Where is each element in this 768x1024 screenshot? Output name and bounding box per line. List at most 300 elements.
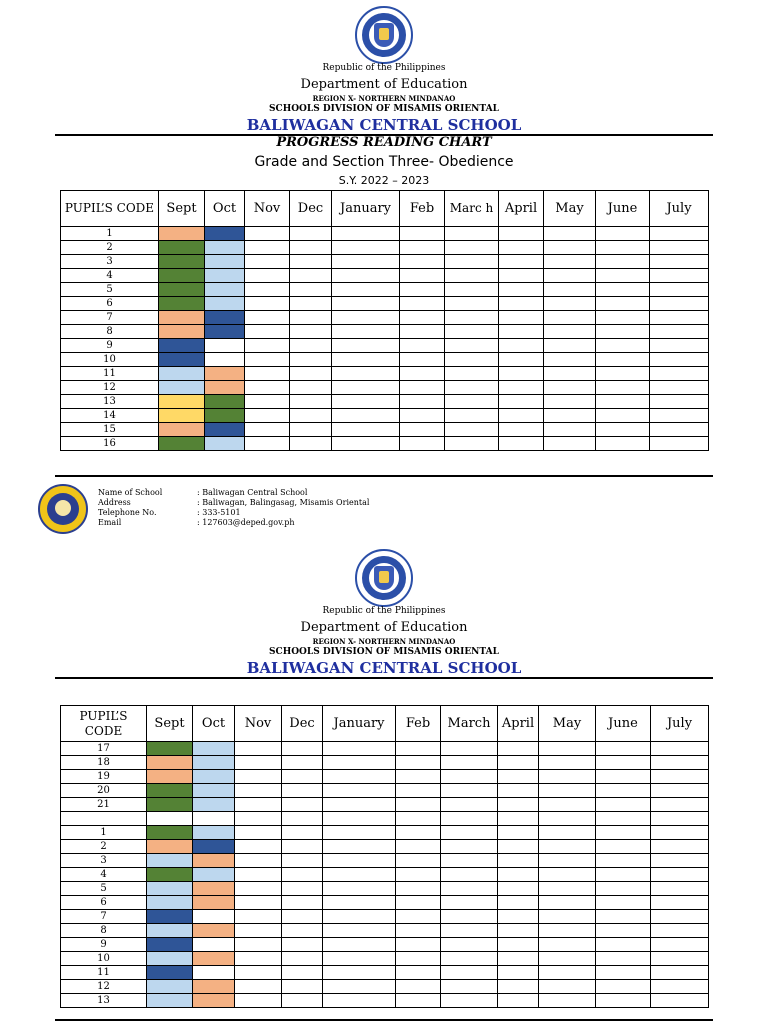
- empty-cell: [445, 297, 499, 311]
- table-row: [61, 980, 709, 994]
- empty-cell: [282, 742, 323, 756]
- empty-cell: [323, 826, 396, 840]
- pupil-code-cell: 21: [61, 798, 147, 812]
- empty-cell: [539, 798, 596, 812]
- empty-cell: [596, 798, 651, 812]
- empty-cell: [445, 227, 499, 241]
- empty-cell: [499, 353, 544, 367]
- pupil-code-cell: 10: [61, 952, 147, 966]
- pupil-code-cell: [61, 812, 147, 826]
- empty-cell: [235, 742, 282, 756]
- empty-cell: [596, 395, 650, 409]
- empty-cell: [282, 938, 323, 952]
- pupil-code-cell: 8: [61, 924, 147, 938]
- empty-cell: [282, 798, 323, 812]
- empty-cell: [396, 938, 441, 952]
- empty-cell: [441, 952, 498, 966]
- empty-cell: [245, 381, 290, 395]
- sept-level-cell: [147, 784, 193, 798]
- pupil-code-cell: 14: [61, 409, 159, 423]
- empty-cell: [445, 325, 499, 339]
- empty-cell: [396, 812, 441, 826]
- empty-cell: [498, 770, 539, 784]
- empty-cell: [650, 283, 709, 297]
- empty-cell: [499, 395, 544, 409]
- oct-level-cell: [193, 756, 235, 770]
- empty-cell: [290, 311, 332, 325]
- empty-cell: [596, 882, 651, 896]
- empty-cell: [596, 367, 650, 381]
- empty-cell: [650, 269, 709, 283]
- pupil-code-cell: 11: [61, 966, 147, 980]
- empty-cell: [235, 826, 282, 840]
- empty-cell: [596, 784, 651, 798]
- empty-cell: [651, 938, 709, 952]
- empty-cell: [441, 756, 498, 770]
- oct-level-cell: [205, 297, 245, 311]
- table-row: [61, 423, 709, 437]
- oct-level-cell: [193, 938, 235, 952]
- footer-divider: [55, 475, 713, 477]
- empty-cell: [400, 409, 445, 423]
- empty-cell: [596, 812, 651, 826]
- empty-cell: [323, 756, 396, 770]
- oct-level-cell: [193, 770, 235, 784]
- sept-level-cell: [159, 437, 205, 451]
- footer-labels: [98, 488, 162, 528]
- empty-cell: [596, 910, 651, 924]
- footer-label-email: Email: [98, 518, 122, 527]
- empty-cell: [441, 896, 498, 910]
- oct-level-cell: [193, 896, 235, 910]
- empty-cell: [332, 297, 400, 311]
- column-header: April: [498, 706, 539, 742]
- pupil-code-cell: 2: [61, 840, 147, 854]
- oct-level-cell: [205, 311, 245, 325]
- column-header: PUPIL’S CODE: [61, 706, 147, 742]
- empty-cell: [499, 437, 544, 451]
- oct-level-cell: [205, 339, 245, 353]
- empty-cell: [400, 241, 445, 255]
- column-header: Nov: [245, 191, 290, 227]
- empty-cell: [400, 311, 445, 325]
- empty-cell: [282, 826, 323, 840]
- empty-cell: [651, 994, 709, 1008]
- pupil-code-cell: 1: [61, 826, 147, 840]
- empty-cell: [332, 269, 400, 283]
- empty-cell: [544, 437, 596, 451]
- sept-level-cell: [159, 423, 205, 437]
- column-header: June: [596, 706, 651, 742]
- sept-level-cell: [147, 896, 193, 910]
- column-header: May: [539, 706, 596, 742]
- footer-value-telephone: : 333-5101: [197, 508, 241, 517]
- empty-cell: [323, 784, 396, 798]
- oct-level-cell: [205, 227, 245, 241]
- empty-cell: [332, 437, 400, 451]
- empty-cell: [400, 339, 445, 353]
- empty-cell: [323, 854, 396, 868]
- school-name: BALIWAGAN CENTRAL SCHOOL: [246, 116, 522, 134]
- pupil-code-cell: 10: [61, 353, 159, 367]
- empty-cell: [323, 952, 396, 966]
- progress-table-2: [60, 705, 709, 1008]
- empty-cell: [323, 742, 396, 756]
- empty-cell: [332, 367, 400, 381]
- empty-cell: [651, 826, 709, 840]
- empty-cell: [441, 994, 498, 1008]
- pupil-code-cell: 8: [61, 325, 159, 339]
- empty-cell: [544, 255, 596, 269]
- empty-cell: [596, 966, 651, 980]
- republic-text: Republic of the Philippines: [322, 63, 446, 73]
- pupil-code-cell: 15: [61, 423, 159, 437]
- empty-cell: [650, 339, 709, 353]
- sept-level-cell: [147, 826, 193, 840]
- empty-cell: [499, 423, 544, 437]
- pupil-code-cell: 12: [61, 381, 159, 395]
- division-text-2: SCHOOLS DIVISION OF MISAMIS ORIENTAL: [269, 647, 499, 657]
- empty-cell: [651, 840, 709, 854]
- table-row: [61, 227, 709, 241]
- empty-cell: [499, 367, 544, 381]
- empty-cell: [544, 325, 596, 339]
- empty-cell: [323, 896, 396, 910]
- empty-cell: [499, 269, 544, 283]
- pupil-code-cell: 20: [61, 784, 147, 798]
- oct-level-cell: [193, 966, 235, 980]
- empty-cell: [282, 854, 323, 868]
- empty-cell: [441, 938, 498, 952]
- empty-cell: [290, 325, 332, 339]
- empty-cell: [498, 784, 539, 798]
- empty-cell: [323, 994, 396, 1008]
- table-row: [61, 297, 709, 311]
- empty-cell: [596, 339, 650, 353]
- empty-cell: [539, 826, 596, 840]
- empty-cell: [400, 395, 445, 409]
- table-row: [61, 952, 709, 966]
- empty-cell: [544, 269, 596, 283]
- empty-cell: [539, 812, 596, 826]
- empty-cell: [245, 423, 290, 437]
- empty-cell: [290, 395, 332, 409]
- empty-cell: [290, 227, 332, 241]
- empty-cell: [651, 952, 709, 966]
- sept-level-cell: [147, 770, 193, 784]
- empty-cell: [539, 924, 596, 938]
- sept-level-cell: [147, 966, 193, 980]
- empty-cell: [596, 325, 650, 339]
- empty-cell: [290, 437, 332, 451]
- empty-cell: [400, 283, 445, 297]
- empty-cell: [400, 437, 445, 451]
- empty-cell: [651, 896, 709, 910]
- empty-cell: [498, 896, 539, 910]
- empty-cell: [332, 409, 400, 423]
- empty-cell: [596, 297, 650, 311]
- sept-level-cell: [147, 924, 193, 938]
- footer-value-email: : 127603@deped.gov.ph: [197, 518, 295, 527]
- empty-cell: [498, 826, 539, 840]
- empty-cell: [441, 798, 498, 812]
- empty-cell: [282, 980, 323, 994]
- column-header: Oct: [193, 706, 235, 742]
- empty-cell: [245, 241, 290, 255]
- empty-cell: [499, 381, 544, 395]
- empty-cell: [539, 994, 596, 1008]
- empty-cell: [282, 812, 323, 826]
- sept-level-cell: [147, 812, 193, 826]
- empty-cell: [396, 798, 441, 812]
- empty-cell: [282, 952, 323, 966]
- sept-level-cell: [147, 994, 193, 1008]
- oct-level-cell: [205, 367, 245, 381]
- table-row: [61, 840, 709, 854]
- table-row: [61, 854, 709, 868]
- empty-cell: [544, 339, 596, 353]
- school-name-2: BALIWAGAN CENTRAL SCHOOL: [246, 659, 522, 677]
- empty-cell: [651, 924, 709, 938]
- empty-cell: [245, 283, 290, 297]
- empty-cell: [245, 395, 290, 409]
- empty-cell: [282, 910, 323, 924]
- oct-level-cell: [193, 742, 235, 756]
- empty-cell: [498, 868, 539, 882]
- pupil-code-cell: 18: [61, 756, 147, 770]
- empty-cell: [396, 770, 441, 784]
- table-row: [61, 311, 709, 325]
- pupil-code-cell: 5: [61, 882, 147, 896]
- header-divider-2: [55, 677, 713, 679]
- empty-cell: [651, 798, 709, 812]
- empty-cell: [596, 980, 651, 994]
- empty-cell: [282, 966, 323, 980]
- empty-cell: [539, 980, 596, 994]
- sept-level-cell: [147, 980, 193, 994]
- empty-cell: [441, 882, 498, 896]
- empty-cell: [323, 980, 396, 994]
- empty-cell: [498, 798, 539, 812]
- empty-cell: [445, 437, 499, 451]
- sept-level-cell: [159, 339, 205, 353]
- empty-cell: [400, 269, 445, 283]
- empty-cell: [396, 980, 441, 994]
- empty-cell: [332, 241, 400, 255]
- empty-cell: [596, 952, 651, 966]
- footer-value-address: : Baliwagan, Balingasag, Misamis Oriental: [197, 498, 370, 507]
- oct-level-cell: [205, 381, 245, 395]
- footer-values: [197, 488, 369, 528]
- column-header: PUPIL’S CODE: [61, 191, 159, 227]
- table-row: [61, 868, 709, 882]
- sept-level-cell: [147, 756, 193, 770]
- oct-level-cell: [205, 353, 245, 367]
- empty-cell: [332, 339, 400, 353]
- empty-cell: [400, 325, 445, 339]
- oct-level-cell: [193, 784, 235, 798]
- empty-cell: [596, 283, 650, 297]
- empty-cell: [445, 241, 499, 255]
- empty-cell: [332, 381, 400, 395]
- empty-cell: [596, 868, 651, 882]
- pupil-code-cell: 7: [61, 910, 147, 924]
- deped-seal-logo: [355, 6, 413, 64]
- empty-cell: [445, 423, 499, 437]
- empty-cell: [323, 882, 396, 896]
- empty-cell: [235, 882, 282, 896]
- empty-cell: [290, 241, 332, 255]
- empty-cell: [323, 868, 396, 882]
- empty-cell: [445, 283, 499, 297]
- empty-cell: [544, 241, 596, 255]
- column-header: Dec: [282, 706, 323, 742]
- pupil-code-cell: 4: [61, 269, 159, 283]
- empty-cell: [245, 297, 290, 311]
- empty-cell: [282, 840, 323, 854]
- table-row: [61, 283, 709, 297]
- empty-cell: [596, 381, 650, 395]
- empty-cell: [499, 227, 544, 241]
- empty-cell: [650, 227, 709, 241]
- empty-cell: [396, 882, 441, 896]
- oct-level-cell: [205, 395, 245, 409]
- empty-cell: [650, 325, 709, 339]
- oct-level-cell: [193, 980, 235, 994]
- table-row: [61, 798, 709, 812]
- empty-cell: [396, 742, 441, 756]
- empty-cell: [290, 255, 332, 269]
- empty-cell: [544, 227, 596, 241]
- column-header: Sept: [147, 706, 193, 742]
- sept-level-cell: [159, 311, 205, 325]
- empty-cell: [235, 896, 282, 910]
- column-header: January: [332, 191, 400, 227]
- column-header: July: [651, 706, 709, 742]
- empty-cell: [290, 269, 332, 283]
- empty-cell: [396, 826, 441, 840]
- empty-cell: [596, 311, 650, 325]
- empty-cell: [596, 227, 650, 241]
- empty-cell: [441, 812, 498, 826]
- empty-cell: [282, 882, 323, 896]
- empty-cell: [651, 770, 709, 784]
- empty-cell: [235, 756, 282, 770]
- sept-level-cell: [159, 409, 205, 423]
- empty-cell: [651, 756, 709, 770]
- empty-cell: [596, 255, 650, 269]
- empty-cell: [539, 952, 596, 966]
- empty-cell: [290, 297, 332, 311]
- pupil-code-cell: 11: [61, 367, 159, 381]
- column-header: March: [441, 706, 498, 742]
- empty-cell: [596, 826, 651, 840]
- oct-level-cell: [205, 255, 245, 269]
- empty-cell: [445, 409, 499, 423]
- table-row: [61, 896, 709, 910]
- empty-cell: [544, 353, 596, 367]
- chart-title: PROGRESS READING CHART: [276, 135, 492, 150]
- empty-cell: [499, 409, 544, 423]
- empty-cell: [539, 868, 596, 882]
- empty-cell: [651, 882, 709, 896]
- empty-cell: [596, 437, 650, 451]
- table-row: [61, 395, 709, 409]
- empty-cell: [650, 437, 709, 451]
- school-logo: [38, 484, 88, 534]
- sept-level-cell: [159, 353, 205, 367]
- empty-cell: [323, 770, 396, 784]
- empty-cell: [235, 812, 282, 826]
- empty-cell: [539, 966, 596, 980]
- sept-level-cell: [159, 367, 205, 381]
- sept-level-cell: [147, 868, 193, 882]
- empty-cell: [499, 311, 544, 325]
- empty-cell: [544, 381, 596, 395]
- empty-cell: [235, 910, 282, 924]
- deped-seal-logo-2: [355, 549, 413, 607]
- empty-cell: [323, 798, 396, 812]
- region-text: REGION X- NORTHERN MINDANAO: [312, 94, 456, 103]
- empty-cell: [282, 784, 323, 798]
- empty-cell: [323, 840, 396, 854]
- empty-cell: [282, 770, 323, 784]
- empty-cell: [282, 896, 323, 910]
- empty-cell: [596, 269, 650, 283]
- empty-cell: [290, 409, 332, 423]
- empty-cell: [544, 423, 596, 437]
- column-header: Dec: [290, 191, 332, 227]
- empty-cell: [445, 395, 499, 409]
- empty-cell: [651, 784, 709, 798]
- empty-cell: [596, 854, 651, 868]
- table-row: [61, 437, 709, 451]
- empty-cell: [441, 910, 498, 924]
- empty-cell: [245, 339, 290, 353]
- empty-cell: [596, 924, 651, 938]
- empty-cell: [323, 812, 396, 826]
- sept-level-cell: [147, 882, 193, 896]
- empty-cell: [396, 784, 441, 798]
- empty-cell: [445, 311, 499, 325]
- sept-level-cell: [147, 952, 193, 966]
- empty-cell: [400, 297, 445, 311]
- empty-cell: [396, 952, 441, 966]
- empty-cell: [651, 742, 709, 756]
- oct-level-cell: [205, 283, 245, 297]
- table-row: [61, 241, 709, 255]
- empty-cell: [235, 938, 282, 952]
- empty-cell: [445, 367, 499, 381]
- pupil-code-cell: 5: [61, 283, 159, 297]
- empty-cell: [445, 339, 499, 353]
- table-row: [61, 882, 709, 896]
- empty-cell: [245, 311, 290, 325]
- empty-cell: [245, 367, 290, 381]
- empty-cell: [332, 325, 400, 339]
- sept-level-cell: [159, 297, 205, 311]
- sept-level-cell: [159, 283, 205, 297]
- column-header: June: [596, 191, 650, 227]
- empty-cell: [650, 297, 709, 311]
- empty-cell: [445, 381, 499, 395]
- empty-cell: [498, 742, 539, 756]
- oct-level-cell: [205, 269, 245, 283]
- empty-cell: [650, 395, 709, 409]
- empty-cell: [596, 994, 651, 1008]
- empty-cell: [290, 423, 332, 437]
- empty-cell: [235, 924, 282, 938]
